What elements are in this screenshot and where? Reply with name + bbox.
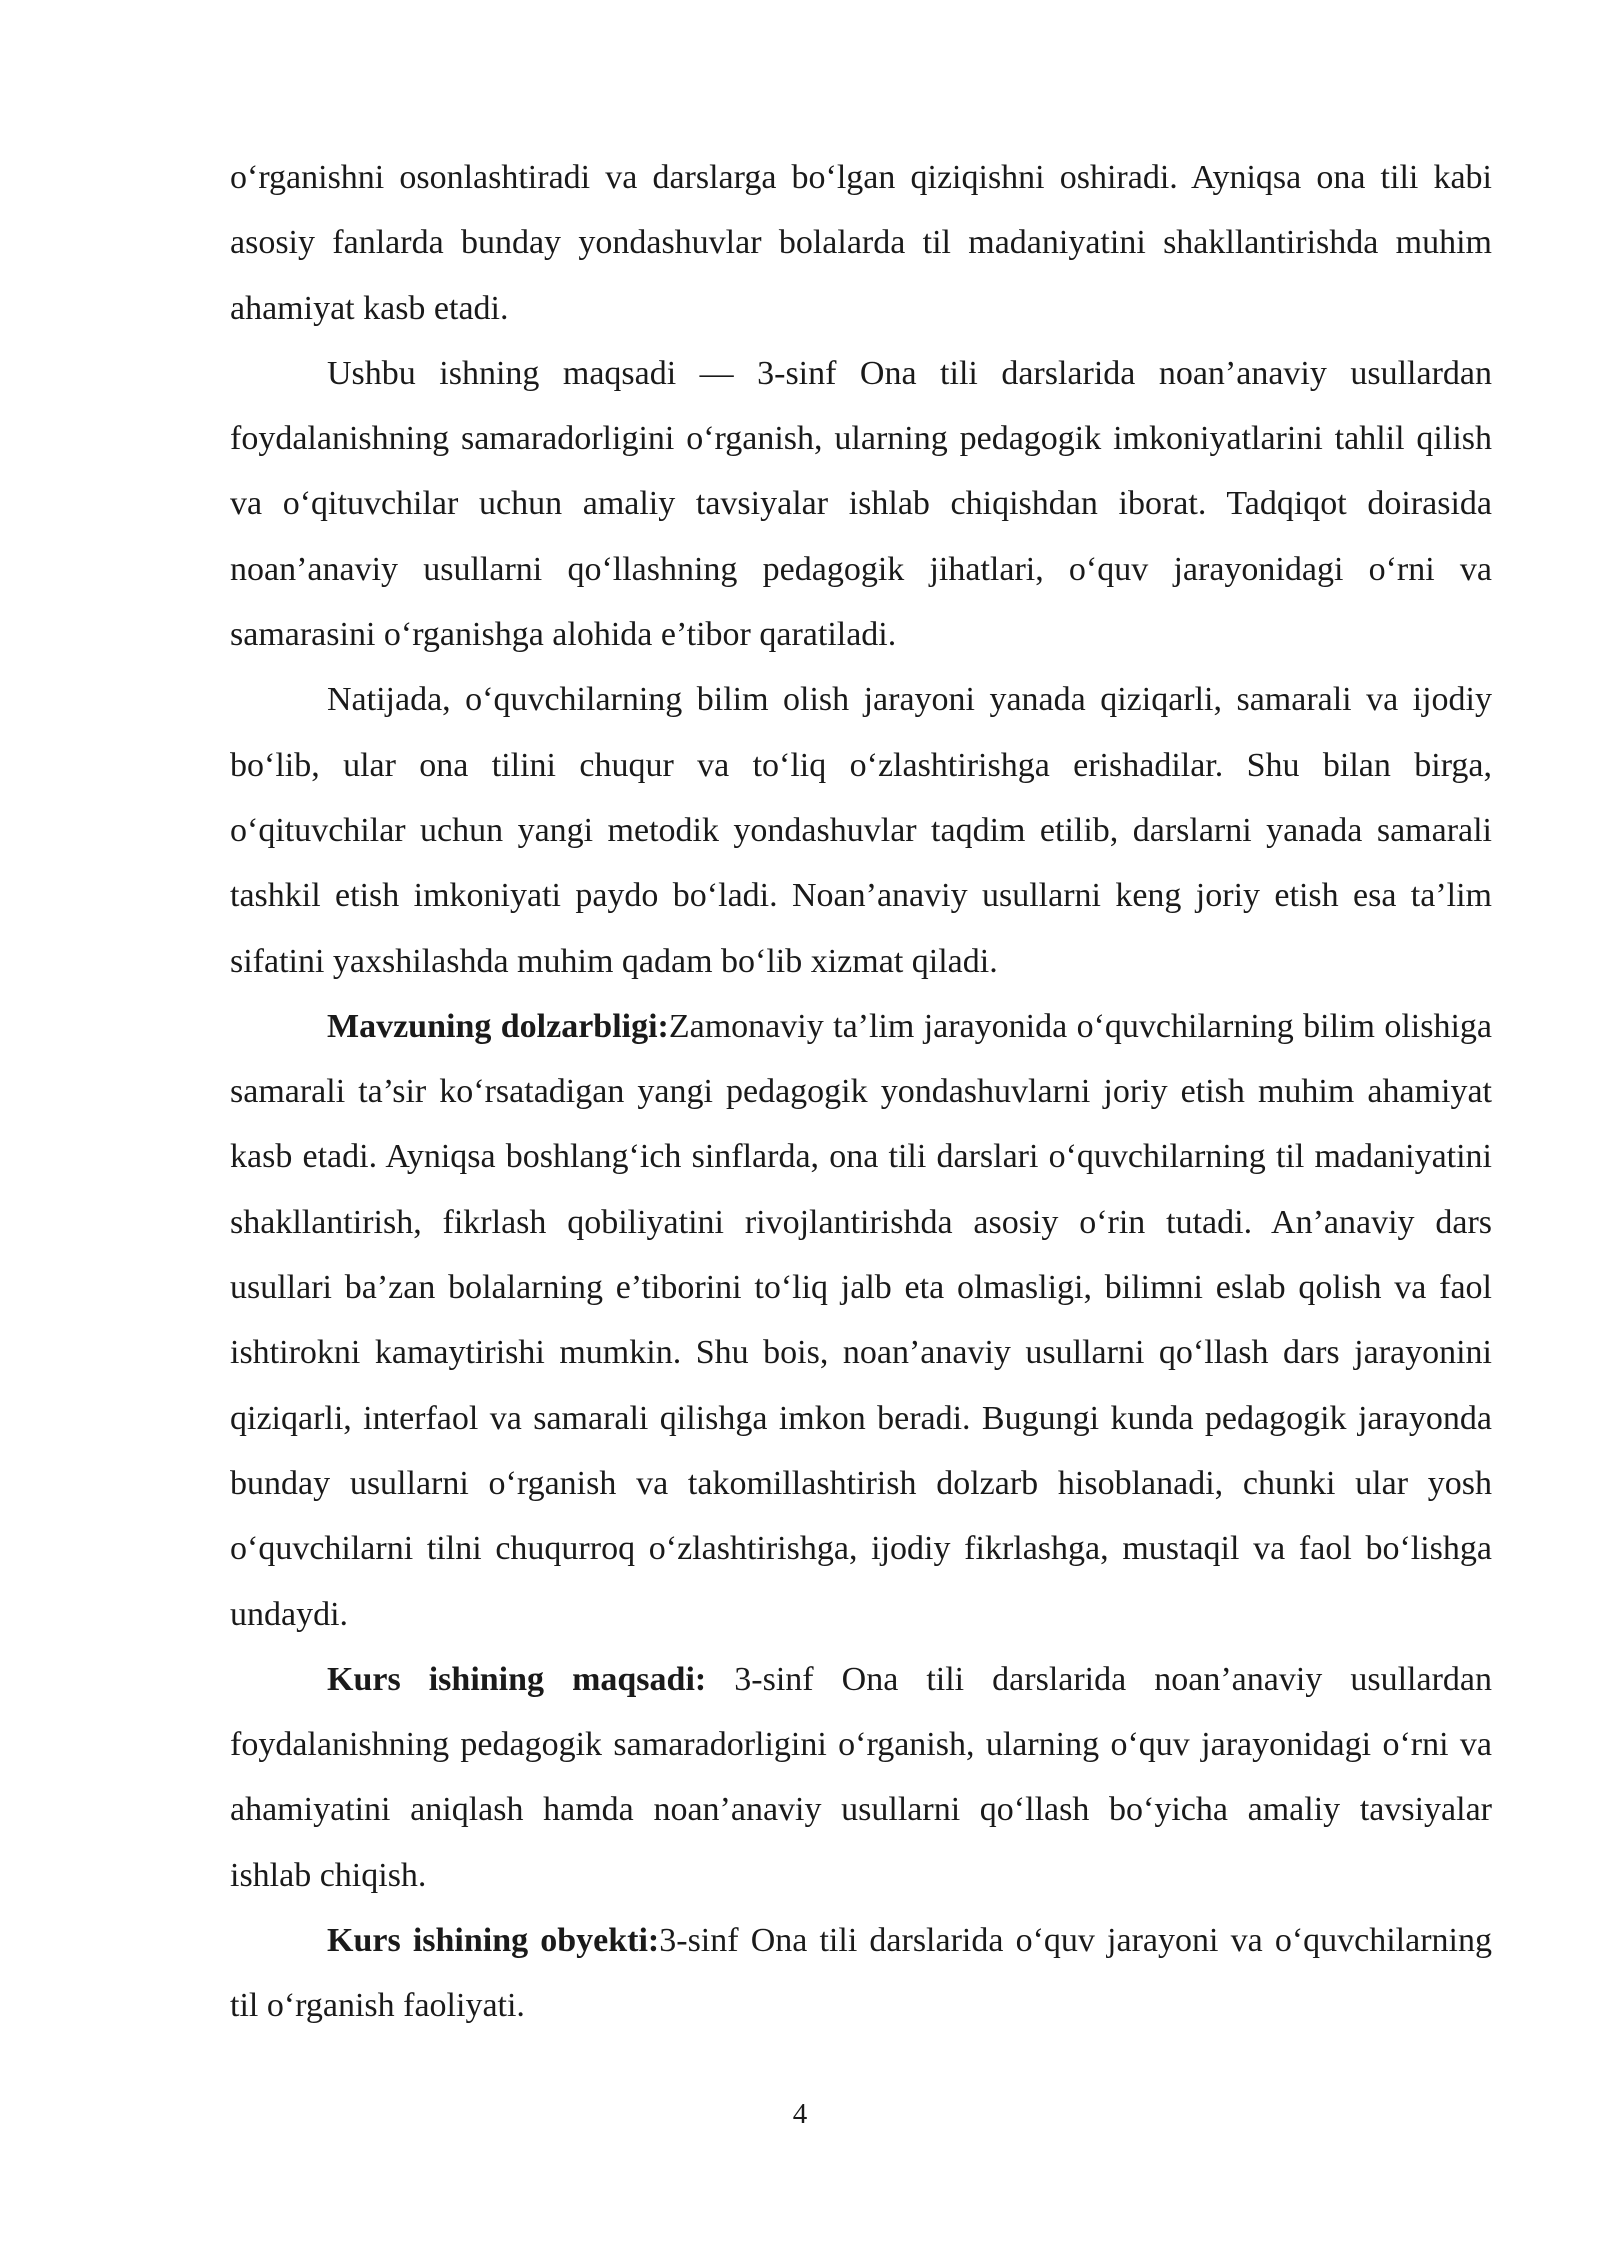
paragraph-text: Ushbu ishning maqsadi — 3-sinf Ona tili darslarida noan’anaviy usullardan foydalanishning samaradorligini o‘rganish, ularning pedagogik imkoniyatlarini tahlil qilish va o‘qituvchilar uchun amaliy tavsiyalar ishlab chiqishdan iborat. Tadqiqot doirasida noan’anaviy usullarni qo‘llashning pedagogik jihatlari, o‘quv jarayonidagi o‘rni va samarasini o‘rganishga alohida e’tibor qaratiladi. <box>230 354 1492 654</box>
document-body <box>230 145 1492 2039</box>
paragraph-relevance <box>230 994 1492 1647</box>
paragraph-text: 3-sinf Ona tili darslarida o‘quv jarayoni va o‘quvchilarning til o‘rganish faoliyati. <box>230 1922 1492 2025</box>
page-number: 4 <box>792 2098 808 2130</box>
paragraph-text: Zamonaviy ta’lim jarayonida o‘quvchilarning bilim olishiga samarali ta’sir ko‘rsatadigan yangi pedagogik yondashuvlarni joriy etish muhim ahamiyat kasb etadi. Ayniqsa boshlang‘ich sinflarda, ona tili darslari o‘quvchilarning til madaniyatini shakllantirish, fikrlash qobiliyatini rivojlantirishda asosiy o‘rin tutadi. An’anaviy dars usullari ba’zan bolalarning e’tiborini to‘liq jalb eta olmasligi, bilimni eslab qolish va faol ishtirokni kamaytirishi mumkin. Shu bois, noan’anaviy usullarni qo‘llash dars jarayonini qiziqarli, interfaol va samarali qilishga imkon beradi. Bugungi kunda pedagogik jarayonda bunday usullarni o‘rganish va takomillashtirish dolzarb hisoblanadi, chunki ular yosh o‘quvchilarni tilni chuqurroq o‘zlashtirishga, ijodiy fikrlashga, mustaqil va faol bo‘lishga undaydi. <box>230 1007 1493 1633</box>
paragraph-text: 3-sinf Ona tili darslarida noan’anaviy usullardan foydalanishning pedagogik samaradorligini o‘rganish, ularning o‘quv jarayonidagi o‘rni va ahamiyatini aniqlash hamda noan’anaviy usullarni qo‘llash bo‘yicha amaliy tavsiyalar ishlab chiqish. <box>230 1660 1492 1894</box>
paragraph-text: Natijada, o‘quvchilarning bilim olish jarayoni yanada qiziqarli, samarali va ijodiy bo‘lib, ular ona tilini chuqur va to‘liq o‘zlashtirishga erishadilar. Shu bilan birga, o‘qituvchilar uchun yangi metodik yondashuvlar taqdim etilib, darslarni yanada samarali tashkil etish imkoniyati paydo bo‘ladi. Noan’anaviy usullarni keng joriy etish esa ta’lim sifatini yaxshilashda muhim qadam bo‘lib xizmat qiladi. <box>230 681 1492 980</box>
paragraph-text: o‘rganishni osonlashtiradi va darslarga bo‘lgan qiziqishni oshiradi. Ayniqsa ona tili kabi asosiy fanlarda bunday yondashuvlar bolalarda til madaniyatini shakllantirishda muhim ahamiyat kasb etadi. <box>230 159 1492 327</box>
paragraph-aim-of-work <box>230 341 1492 667</box>
paragraph-heading: Kurs ishining obyekti: <box>327 1922 660 1960</box>
paragraph-intro-continuation <box>230 145 1492 341</box>
paragraph-heading: Mavzuning dolzarbligi: <box>327 1007 669 1045</box>
paragraph-course-object <box>230 1908 1492 2039</box>
paragraph-heading: Kurs ishining maqsadi: <box>327 1660 707 1698</box>
paragraph-result <box>230 667 1492 993</box>
paragraph-course-goal <box>230 1647 1492 1908</box>
